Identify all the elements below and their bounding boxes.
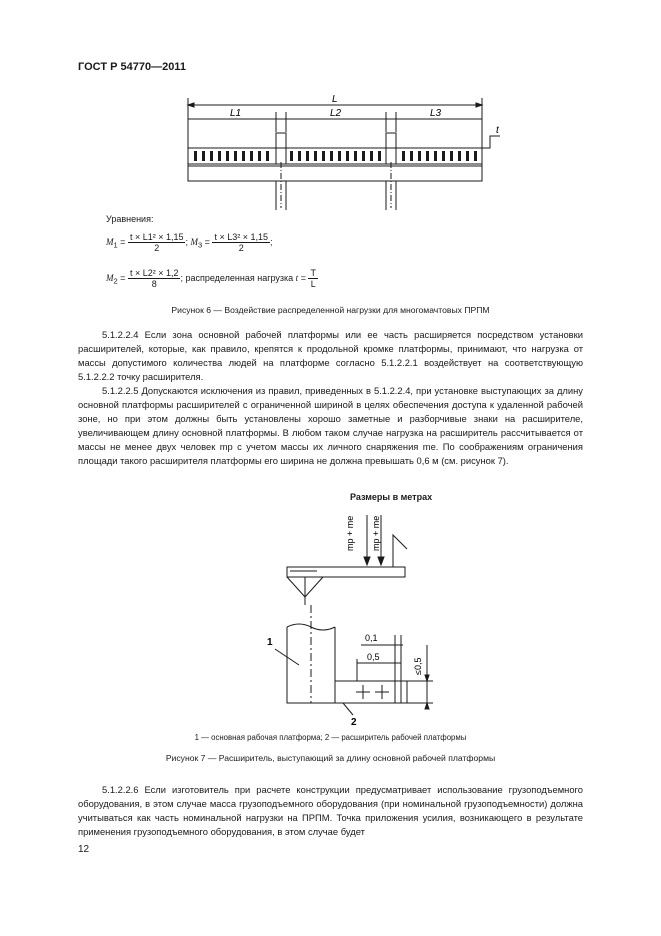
paragraph-5-1-2-2-5: 5.1.2.2.5 Допускаются исключения из правил, приведенных в 5.1.2.2.4, при установке выступающих за длину основной платформы расширителей с ограниченной шириной в целях обеспечения доступа к удаленной рабочей зоне, но при этом должны быть установлены хорошо заметные и разборчивые знаки на расширителе, увеличивающем длину основной платформы. В любом таком случае нагрузка на расширитель рассчитывается от массы не менее двух человек mp с учетом массы их личного снаряжения me. По соображениям ограничения площади такого расширителя платформы его ширина не должна превышать 0,6 м (см. рисунок 7). [78,385,583,467]
dim-0-5: 0,5 [367,652,380,662]
equation-m1-m3: $M_1$ = $\frac{\text{t × L1² × 1,15}}{2}$ ; $M_3$ = $\frac{\text{t × L3² × 1,15}}{2}$ ; [106,232,273,253]
load-tick [242,151,245,161]
dim-0-1: 0,1 [365,633,378,643]
load-tick [258,151,261,161]
figure7-caption: Рисунок 7 — Расширитель, выступающий за длину основной рабочей платформы [165,753,496,763]
figure7-diagram [255,505,445,730]
load-tick [338,151,341,161]
load-tick [266,151,269,161]
load-tick [466,151,469,161]
load-tick [434,151,437,161]
load-tick [418,151,421,161]
load-tick [202,151,205,161]
callout-1: 1 [267,637,273,648]
load-tick [218,151,221,161]
load-tick [450,151,453,161]
load-tick [442,151,445,161]
load-tick [402,151,405,161]
load-label-right: mp + me [371,515,381,551]
label-L3: L3 [430,108,442,119]
label-L2: L2 [330,108,342,119]
load-tick [354,151,357,161]
load-tick [314,151,317,161]
callout-2: 2 [351,717,357,728]
dimensions-note: Размеры в метрах [350,492,433,502]
load-tick [378,151,381,161]
equations-title: Уравнения: [106,214,154,224]
load-tick [346,151,349,161]
load-tick [426,151,429,161]
load-tick [474,151,477,161]
paragraph-5-1-2-2-6: 5.1.2.2.6 Если изготовитель при расчете конструкции предусматривает использование грузоподъемного оборудования, в этом случае масса грузоподъемного оборудования (при номинальной грузоподъемности) должна учитываться как часть номинальной нагрузки на ПРПМ. Точка приложения усилия, возникающего в результате применения грузоподъемного оборудования, в этом случае будет [78,784,583,838]
load-tick [370,151,373,161]
load-tick [234,151,237,161]
label-L: L [332,94,338,105]
load-tick [362,151,365,161]
load-tick [458,151,461,161]
page-number: 12 [78,844,90,855]
paragraph-5-1-2-2-4: 5.1.2.2.4 Если зона основной рабочей платформы или ее часть расширяется посредством установки расширителей, которые, как правило, крепятся к продольной кромке платформы, принимают, что нагрузка от массы допустимого количества людей на платформе согласно 5.1.2.2.1 воздействует на соответствующую 5.1.2.2.2 точку расширителя. [78,329,583,383]
label-L1: L1 [230,108,242,119]
load-tick [210,151,213,161]
load-tick [250,151,253,161]
figure6-diagram [180,92,520,218]
load-tick [410,151,413,161]
load-tick [290,151,293,161]
dim-le-0-5: ≤0,5 [413,657,423,675]
load-tick [330,151,333,161]
load-tick [322,151,325,161]
load-tick [298,151,301,161]
document-header: ГОСТ Р 54770—2011 [78,61,186,73]
load-label-left: mp + me [345,515,355,551]
equation-m2: $M_2$ = $\frac{\text{t × L2² × 1,2}}{8}$ ; распределенная нагрузка t = $\frac{T}{L}$ [106,268,316,289]
figure7-legend: 1 — основная рабочая платформа; 2 — расширитель рабочей платформы [194,733,467,742]
label-t: t [496,125,499,136]
figure6-caption: Рисунок 6 — Воздействие распределенной нагрузки для многомачтовых ПРПМ [171,305,490,315]
load-tick [226,151,229,161]
load-tick [194,151,197,161]
load-tick [306,151,309,161]
